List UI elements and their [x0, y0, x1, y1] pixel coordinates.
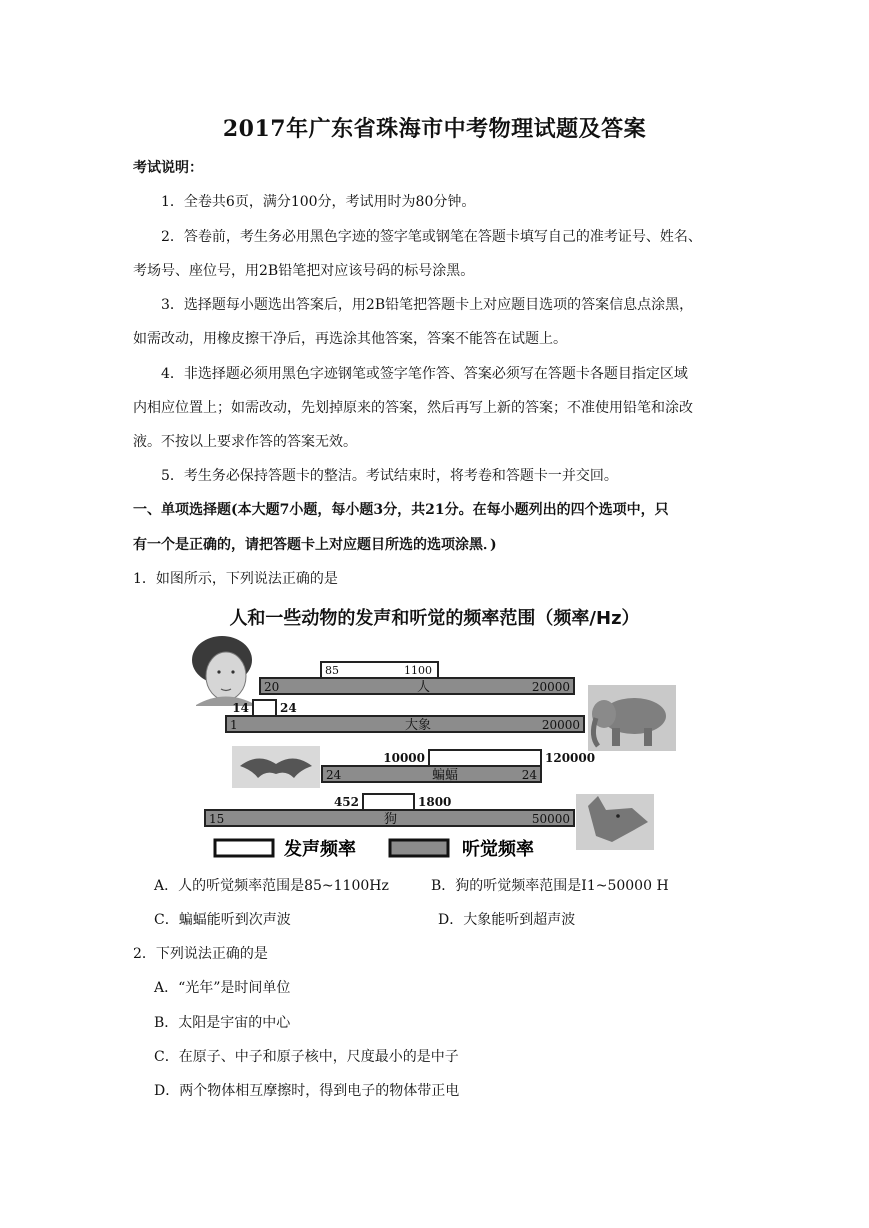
note-line-2: 2．答卷前，考生务必用黑色字迹的签字笔或钢笔在答题卡填写自己的准考证号、姓名、 [161, 229, 702, 245]
legend-vocal-swatch [215, 840, 273, 856]
animal-name-elephant: 大象 [405, 718, 432, 733]
vocal-min-label-person: 85 [325, 664, 339, 677]
vocal-bar-elephant [253, 700, 276, 716]
vocal-min-label-dog: 452 [333, 795, 359, 809]
q2-option-a: A．“光年”是时间单位 [154, 980, 291, 996]
bat-icon [232, 746, 320, 788]
hearing-min-label-bat: 24 [326, 768, 342, 782]
q1-option-d: D．大象能听到超声波 [438, 912, 576, 928]
document-title: 2017年广东省珠海市中考物理试题及答案 [222, 116, 647, 142]
vocal-min-label-bat: 10000 [383, 751, 425, 765]
legend [215, 838, 534, 860]
dog-icon [576, 794, 654, 850]
vocal-max-label-dog: 1800 [418, 795, 452, 809]
hearing-max-label-elephant: 20000 [541, 718, 580, 732]
vocal-max-label-bat: 120000 [545, 751, 596, 765]
elephant-icon [588, 685, 676, 751]
vocal-max-label-person: 1100 [404, 664, 432, 677]
chart-title: 人和一些动物的发声和听觉的频率范围（频率/Hz） [229, 608, 640, 629]
hearing-min-label-dog: 15 [209, 812, 225, 826]
q1-option-c: C．蝙蝠能听到次声波 [154, 912, 291, 928]
section-heading-line-2: 有一个是正确的，请把答题卡上对应题目所选的选项涂黑．) [133, 537, 497, 553]
note-line-5: 如需改动，用橡皮擦干净后，再选涂其他答案，答案不能答在试题上。 [133, 331, 567, 347]
q2-option-b: B．太阳是宇宙的中心 [154, 1015, 291, 1031]
hearing-min-label-elephant: 1 [230, 718, 238, 732]
note-line-6: 4．非选择题必须用黑色字迹钢笔或签字笔作答、答案必须写在答题卡各题目指定区域 [161, 366, 688, 382]
vocal-bar-bat [429, 750, 541, 766]
exam-notes-heading: 考试说明： [133, 160, 203, 176]
vocal-max-label-elephant: 24 [280, 701, 297, 715]
bars-layer [205, 662, 595, 827]
person-portrait-icon [192, 636, 256, 706]
question-2-stem: 2．下列说法正确的是 [133, 946, 268, 962]
note-line-1: 1．全卷共6页，满分100分，考试用时为80分钟。 [161, 194, 476, 210]
legend-vocal-label: 发声频率 [284, 839, 356, 860]
hearing-min-label-person: 20 [264, 680, 280, 694]
note-line-4: 3．选择题每小题选出答案后，用2B铅笔把答题卡上对应题目选项的答案信息点涂黑， [161, 297, 694, 313]
animal-name-dog: 狗 [384, 812, 398, 827]
q2-option-c: C．在原子、中子和原子核中，尺度最小的是中子 [154, 1049, 459, 1065]
q2-option-d: D．两个物体相互摩擦时，得到电子的物体带正电 [154, 1083, 460, 1099]
animal-name-bat: 蝙蝠 [432, 768, 459, 783]
hearing-max-label-person: 20000 [531, 680, 570, 694]
q1-option-b: B．狗的听觉频率范围是I1~50000 H [431, 878, 669, 894]
question-1-stem: 1．如图所示，下列说法正确的是 [133, 571, 338, 587]
note-line-3: 考场号、座位号，用2B铅笔把对应该号码的标号涂黑。 [133, 263, 475, 279]
q1-option-a: A．人的听觉频率范围是85~1100Hz [154, 878, 389, 894]
legend-hearing-swatch [390, 840, 448, 856]
hearing-max-label-dog: 50000 [531, 812, 570, 826]
animal-name-person: 人 [417, 680, 431, 695]
vocal-bar-dog [363, 794, 414, 810]
legend-hearing-label: 听觉频率 [462, 839, 534, 860]
vocal-min-label-elephant: 14 [232, 701, 249, 715]
note-line-9: 5．考生务必保持答题卡的整洁。考试结束时，将考卷和答题卡一并交回。 [161, 468, 618, 484]
hearing-max-label-bat: 24 [521, 768, 537, 782]
section-heading-line-1: 一、单项选择题(本大题7小题，每小题3分，共21分。在每小题列出的四个选项中，只 [133, 502, 669, 518]
note-line-7: 内相应位置上；如需改动，先划掉原来的答案，然后再写上新的答案；不准使用铅笔和涂改 [133, 400, 693, 416]
note-line-8: 液。不按以上要求作答的答案无效。 [133, 434, 357, 450]
